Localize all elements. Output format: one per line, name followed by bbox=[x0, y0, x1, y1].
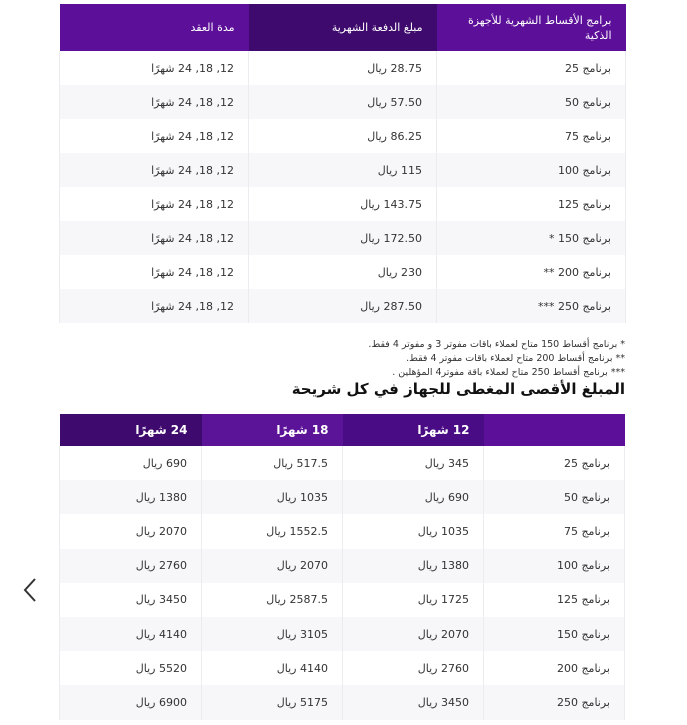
plan-cell: برنامج 50 bbox=[437, 85, 626, 119]
table-row bbox=[60, 514, 625, 548]
table-row bbox=[60, 119, 626, 153]
plan-cell: برنامج 250 *** bbox=[437, 289, 626, 323]
column-header-contract-duration: مدة العقد bbox=[60, 4, 249, 51]
plan-cell: برنامج 125 bbox=[437, 187, 626, 221]
table-row bbox=[60, 51, 626, 85]
plan-cell: برنامج 50 bbox=[484, 480, 625, 514]
contract-duration-cell: 12, 18, 24 شهرًا bbox=[60, 153, 249, 187]
table-row bbox=[60, 549, 625, 583]
plan-cell: برنامج 200 bbox=[484, 651, 625, 685]
amount-24-months-cell: 5520 ريال bbox=[60, 651, 202, 685]
monthly-payment-cell: 86.25 ريال bbox=[249, 119, 437, 153]
plan-cell: برنامج 75 bbox=[437, 119, 626, 153]
monthly-payment-cell: 287.50 ريال bbox=[249, 289, 437, 323]
section-heading: المبلغ الأقصى المغطى للجهاز في كل شريحة bbox=[291, 380, 625, 398]
plan-cell: برنامج 75 bbox=[484, 514, 625, 548]
contract-duration-cell: 12, 18, 24 شهرًا bbox=[60, 51, 249, 85]
table-row bbox=[60, 221, 626, 255]
plan-cell: برنامج 150 bbox=[484, 617, 625, 651]
amount-24-months-cell: 1380 ريال bbox=[60, 480, 202, 514]
plan-cell: برنامج 250 bbox=[484, 685, 625, 719]
amount-18-months-cell: 2587.5 ريال bbox=[202, 583, 343, 617]
amount-18-months-cell: 4140 ريال bbox=[202, 651, 343, 685]
amount-24-months-cell: 2760 ريال bbox=[60, 549, 202, 583]
table-header-row bbox=[60, 414, 625, 446]
column-header-18-months: 18 شهرًا bbox=[202, 414, 343, 446]
amount-18-months-cell: 3105 ريال bbox=[202, 617, 343, 651]
contract-duration-cell: 12, 18, 24 شهرًا bbox=[60, 85, 249, 119]
table-row bbox=[60, 446, 625, 480]
monthly-payment-cell: 143.75 ريال bbox=[249, 187, 437, 221]
max-coverage-table bbox=[59, 414, 625, 720]
monthly-payment-cell: 230 ريال bbox=[249, 255, 437, 289]
amount-12-months-cell: 2760 ريال bbox=[343, 651, 484, 685]
amount-18-months-cell: 1552.5 ريال bbox=[202, 514, 343, 548]
table-row bbox=[60, 255, 626, 289]
amount-18-months-cell: 5175 ريال bbox=[202, 685, 343, 719]
chevron-left-icon[interactable] bbox=[20, 577, 42, 603]
table-header-row bbox=[60, 4, 626, 51]
monthly-payment-cell: 57.50 ريال bbox=[249, 85, 437, 119]
amount-24-months-cell: 4140 ريال bbox=[60, 617, 202, 651]
table-row bbox=[60, 480, 625, 514]
table-row bbox=[60, 289, 626, 323]
amount-12-months-cell: 1725 ريال bbox=[343, 583, 484, 617]
table-row bbox=[60, 617, 625, 651]
contract-duration-cell: 12, 18, 24 شهرًا bbox=[60, 221, 249, 255]
amount-12-months-cell: 2070 ريال bbox=[343, 617, 484, 651]
plan-cell: برنامج 25 bbox=[437, 51, 626, 85]
footnote-150: * برنامج أقساط 150 متاح لعملاء باقات مفوتر 3 و مفوتر 4 فقط. bbox=[368, 339, 625, 350]
amount-18-months-cell: 2070 ريال bbox=[202, 549, 343, 583]
footnote-200: ** برنامج أقساط 200 متاح لعملاء باقات مفوتر 4 فقط. bbox=[406, 353, 625, 364]
plan-cell: برنامج 150 * bbox=[437, 221, 626, 255]
amount-12-months-cell: 3450 ريال bbox=[343, 685, 484, 719]
plan-cell: برنامج 125 bbox=[484, 583, 625, 617]
monthly-payment-cell: 172.50 ريال bbox=[249, 221, 437, 255]
amount-18-months-cell: 1035 ريال bbox=[202, 480, 343, 514]
amount-24-months-cell: 2070 ريال bbox=[60, 514, 202, 548]
plan-cell: برنامج 100 bbox=[437, 153, 626, 187]
footnotes bbox=[368, 338, 625, 380]
amount-24-months-cell: 6900 ريال bbox=[60, 685, 202, 719]
contract-duration-cell: 12, 18, 24 شهرًا bbox=[60, 255, 249, 289]
monthly-payment-cell: 115 ريال bbox=[249, 153, 437, 187]
monthly-payment-cell: 28.75 ريال bbox=[249, 51, 437, 85]
table-row bbox=[60, 651, 625, 685]
column-header-12-months: 12 شهرًا bbox=[343, 414, 484, 446]
plan-cell: برنامج 25 bbox=[484, 446, 625, 480]
amount-12-months-cell: 1380 ريال bbox=[343, 549, 484, 583]
amount-12-months-cell: 1035 ريال bbox=[343, 514, 484, 548]
plan-cell: برنامج 100 bbox=[484, 549, 625, 583]
amount-18-months-cell: 517.5 ريال bbox=[202, 446, 343, 480]
table-row bbox=[60, 583, 625, 617]
column-header-plan bbox=[484, 414, 625, 446]
column-header-plan: برامج الأقساط الشهرية للأجهزة الذكية bbox=[437, 4, 626, 51]
column-header-monthly-payment: مبلغ الدفعة الشهرية bbox=[249, 4, 437, 51]
installment-plans-table bbox=[59, 4, 626, 323]
table-row bbox=[60, 153, 626, 187]
column-header-24-months: 24 شهرًا bbox=[60, 414, 202, 446]
amount-12-months-cell: 690 ريال bbox=[343, 480, 484, 514]
table-row bbox=[60, 187, 626, 221]
amount-24-months-cell: 3450 ريال bbox=[60, 583, 202, 617]
footnote-250: *** برنامج أقساط 250 متاح لعملاء باقة مفوتر4 المؤهلين . bbox=[392, 367, 625, 378]
table-row bbox=[60, 85, 626, 119]
contract-duration-cell: 12, 18, 24 شهرًا bbox=[60, 187, 249, 221]
table-row bbox=[60, 685, 625, 719]
amount-12-months-cell: 345 ريال bbox=[343, 446, 484, 480]
plan-cell: برنامج 200 ** bbox=[437, 255, 626, 289]
contract-duration-cell: 12, 18, 24 شهرًا bbox=[60, 119, 249, 153]
contract-duration-cell: 12, 18, 24 شهرًا bbox=[60, 289, 249, 323]
amount-24-months-cell: 690 ريال bbox=[60, 446, 202, 480]
